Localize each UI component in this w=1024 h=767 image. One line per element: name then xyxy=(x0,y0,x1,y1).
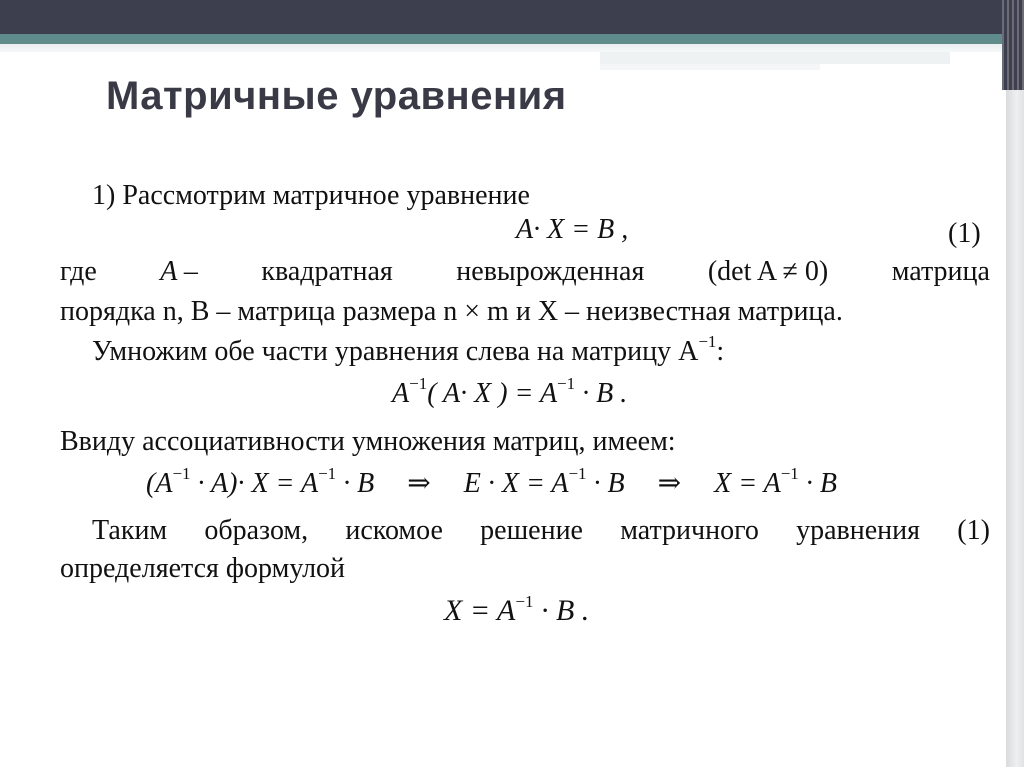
slide-title: Матричные уравнения xyxy=(106,74,567,118)
eq3-s3: −1 xyxy=(568,464,587,483)
multiply-text: Умножим обе части уравнения слева на матрицу A xyxy=(92,336,699,367)
inverse-sup: −1 xyxy=(698,332,717,351)
header-bar-dark xyxy=(0,0,1024,34)
right-edge-bar xyxy=(1006,0,1024,767)
eq3-s1: −1 xyxy=(172,464,191,483)
eq2-a: A xyxy=(392,378,410,409)
word: (det A ≠ 0) xyxy=(707,256,829,287)
eq3-s2: −1 xyxy=(318,464,337,483)
word: невырожденная xyxy=(456,256,645,287)
eq3-p5: · B xyxy=(586,468,625,499)
equation-3 xyxy=(146,464,837,499)
header-bar-teal xyxy=(0,34,1024,44)
header-stripe-2 xyxy=(600,64,820,70)
conclusion-line xyxy=(92,517,990,545)
equation-final xyxy=(444,592,590,627)
eq4-a: X = A xyxy=(444,594,516,627)
equation-1: A· X = B , xyxy=(516,214,629,245)
word: матричного xyxy=(620,515,759,546)
associativity-line: Ввиду ассоциативности умножения матриц, имеем: xyxy=(60,426,676,457)
word: решение xyxy=(480,515,583,546)
equation-2 xyxy=(392,374,628,409)
formula-intro-line: определяется формулой xyxy=(60,553,346,584)
definition-line xyxy=(60,258,990,286)
word: образом, xyxy=(204,515,309,546)
header-stripe xyxy=(600,52,950,64)
word: квадратная xyxy=(261,256,393,287)
word: матрица xyxy=(891,256,990,287)
eq3-p4: E · X = A xyxy=(463,468,569,499)
implies-arrow-1: ⇒ xyxy=(407,468,431,499)
dimensions-line: порядка n, B – матрица размера n × m и X – неизвестная матрица. xyxy=(60,296,843,327)
multiply-line xyxy=(92,332,725,367)
eq3-p7: · B xyxy=(798,468,837,499)
word: A – xyxy=(160,256,198,287)
eq3-p2: · A)· X = A xyxy=(190,468,319,499)
eq2-sup1: −1 xyxy=(409,374,428,393)
word: (1) xyxy=(957,515,990,546)
word: уравнения xyxy=(796,515,921,546)
eq3-s4: −1 xyxy=(780,464,799,483)
multiply-colon: : xyxy=(716,336,725,367)
eq3-p3: · B xyxy=(336,468,375,499)
eq2-sup2: −1 xyxy=(557,374,576,393)
eq4-b: · B . xyxy=(533,594,590,627)
word: Таким xyxy=(92,515,168,546)
equation-1-number: (1) xyxy=(948,218,981,249)
eq2-b: ( A· X ) = A xyxy=(427,378,558,409)
word: где xyxy=(60,256,97,287)
word: искомое xyxy=(345,515,443,546)
eq2-c: · B . xyxy=(575,378,628,409)
eq3-p1: (A xyxy=(146,468,173,499)
eq4-sup: −1 xyxy=(515,592,534,611)
implies-arrow-2: ⇒ xyxy=(657,468,682,499)
header-bar-light xyxy=(0,44,1024,52)
eq3-p6: X = A xyxy=(714,468,781,499)
intro-line: 1) Рассмотрим матричное уравнение xyxy=(92,180,530,211)
right-edge-stripes xyxy=(1002,0,1024,90)
